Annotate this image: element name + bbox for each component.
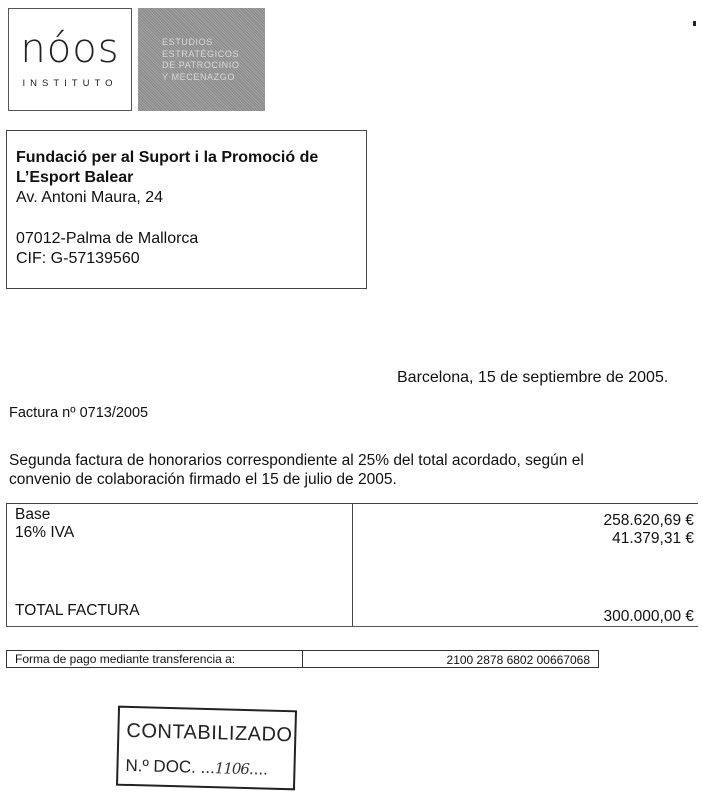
logo-tagline-line: Y MECENAZGO (162, 71, 235, 82)
recipient-street: Av. Antoni Maura, 24 (16, 189, 164, 206)
recipient-name: Fundació per al Suport i la Promoció de (16, 149, 319, 166)
scan-speck (693, 21, 696, 26)
stamp-doc-prefix: N.º DOC. ... (125, 755, 216, 778)
logo-tagline-line: DE PATROCINIO (162, 60, 240, 70)
invoice-date: Barcelona, 15 de septiembre de 2005. (397, 369, 669, 386)
stamp-title: CONTABILIZADO (126, 719, 293, 747)
accounting-stamp (116, 706, 297, 791)
total-label: TOTAL FACTURA (15, 602, 140, 619)
table-divider (352, 504, 353, 626)
logo-tagline-panel (138, 8, 265, 111)
logo-tagline-line: ESTRATÉGICOS (162, 48, 240, 59)
recipient-cif: CIF: G-57139560 (16, 250, 140, 267)
stamp-handwritten-number: 1106 (214, 759, 250, 779)
logo-instituto-noos (8, 8, 132, 111)
iva-label: 16% IVA (15, 524, 75, 541)
amounts-table (6, 503, 698, 627)
logo-subtitle: INSTITUTO (22, 78, 118, 89)
payment-divider (302, 651, 303, 667)
iva-value: 41.379,31 € (612, 530, 694, 547)
logo-tagline (162, 37, 239, 83)
recipient-address-box (6, 130, 367, 289)
recipient-city: 07012-Palma de Mallorca (16, 230, 199, 247)
invoice-number: Factura nº 0713/2005 (9, 405, 149, 421)
stamp-doc-suffix: .... (248, 759, 269, 779)
bank-account-number: 2100 2878 6802 00667068 (446, 653, 590, 667)
logo-wordmark: nóos (20, 26, 120, 72)
base-label: Base (15, 506, 51, 523)
recipient-name-continued: L’Esport Balear (16, 169, 134, 186)
payment-label: Forma de pago mediante transferencia a: (15, 652, 236, 666)
invoice-description: Segunda factura de honorarios correspondiente al 25% del total acordado, según el convenio de colaboración firmado el 15 de julio de 2005. (9, 452, 584, 488)
total-value: 300.000,00 € (603, 608, 694, 625)
payment-row (6, 650, 599, 668)
logo-tagline-line: ESTUDIOS (162, 37, 213, 47)
stamp-doc-number (125, 756, 268, 780)
base-value: 258.620,69 € (603, 512, 694, 529)
